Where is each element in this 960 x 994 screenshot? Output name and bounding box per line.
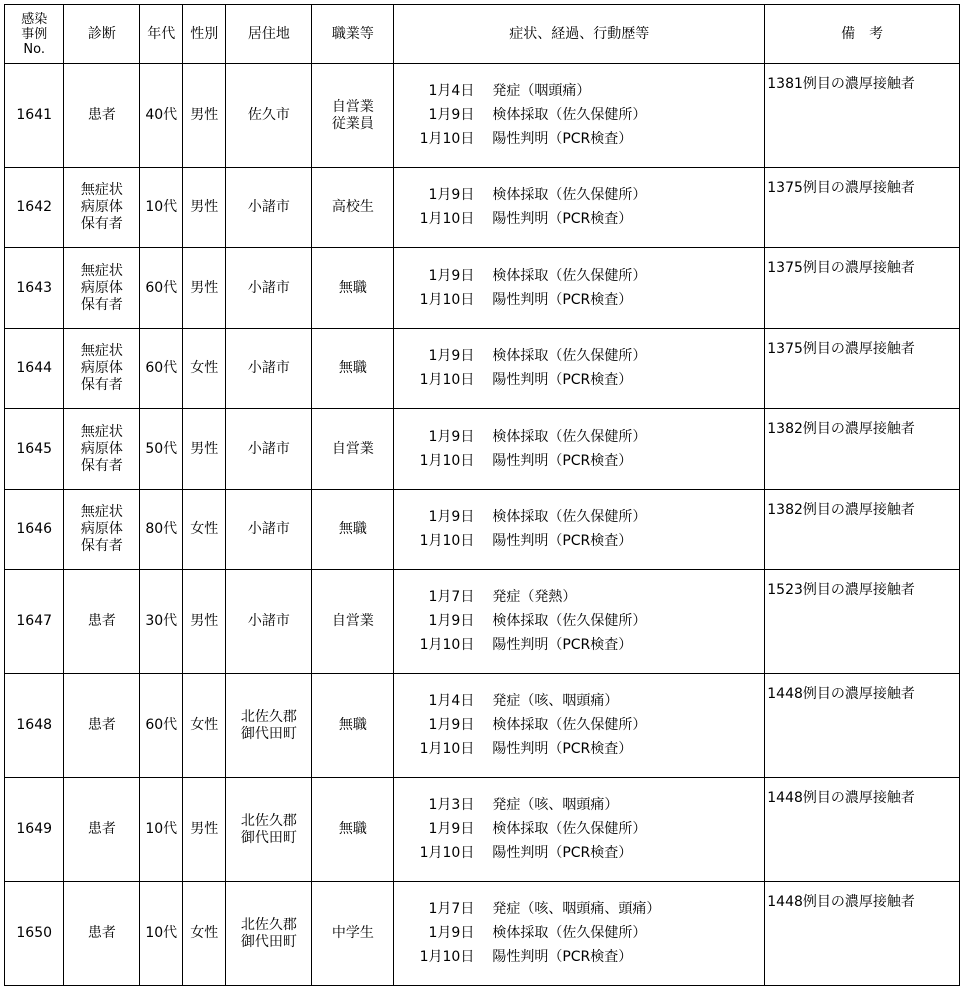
symptom-text: 検体採取（佐久保健所） xyxy=(492,267,647,284)
symptom-date: 1月10日 xyxy=(419,741,475,757)
symptom-entry xyxy=(404,738,764,762)
symptom-entry xyxy=(404,818,764,842)
symptom-date: 1月10日 xyxy=(419,211,475,227)
table-row xyxy=(5,248,960,329)
age-cell: 80代 xyxy=(140,490,183,570)
symptom-entry xyxy=(404,794,764,818)
age-cell: 30代 xyxy=(140,570,183,674)
symptom-entry xyxy=(404,208,764,232)
residence-cell: 佐久市 xyxy=(226,64,312,168)
symptom-entry xyxy=(404,506,764,530)
symptom-text: 陽性判明（PCR検査） xyxy=(492,949,633,965)
notes-cell: 1375例目の濃厚接触者 xyxy=(765,168,960,248)
sex-cell: 女性 xyxy=(183,490,226,570)
notes-cell: 1381例目の濃厚接触者 xyxy=(765,64,960,168)
header-symptoms: 症状、経過、行動歴等 xyxy=(394,5,765,64)
age-cell: 10代 xyxy=(140,882,183,986)
symptom-date: 1月9日 xyxy=(428,925,475,941)
case-no-cell: 1643 xyxy=(5,248,64,329)
symptom-date: 1月4日 xyxy=(428,83,475,99)
table-row xyxy=(5,409,960,490)
sex-cell: 男性 xyxy=(183,64,226,168)
case-no-cell: 1647 xyxy=(5,570,64,674)
symptom-date: 1月3日 xyxy=(428,797,475,813)
age-cell: 10代 xyxy=(140,778,183,882)
case-no-cell: 1649 xyxy=(5,778,64,882)
symptom-date: 1月10日 xyxy=(419,131,475,147)
header-notes: 備 考 xyxy=(765,5,960,64)
symptom-date: 1月9日 xyxy=(428,428,475,445)
symptom-date: 1月10日 xyxy=(419,949,475,965)
sex-cell: 女性 xyxy=(183,674,226,778)
symptoms-cell xyxy=(394,409,765,490)
symptom-text: 陽性判明（PCR検査） xyxy=(492,637,633,653)
residence-cell: 北佐久郡 御代田町 xyxy=(226,674,312,778)
header-age: 年代 xyxy=(140,5,183,64)
symptom-date: 1月9日 xyxy=(428,267,475,284)
occupation-cell: 自営業 従業員 xyxy=(312,64,394,168)
header-residence: 居住地 xyxy=(226,5,312,64)
symptom-date: 1月9日 xyxy=(428,613,475,629)
age-cell: 10代 xyxy=(140,168,183,248)
symptom-date: 1月4日 xyxy=(428,693,475,709)
symptom-text: 陽性判明（PCR検査） xyxy=(492,452,633,469)
age-cell: 60代 xyxy=(140,674,183,778)
symptom-entry xyxy=(404,264,764,288)
diagnosis-cell: 患者 xyxy=(64,64,140,168)
case-no-cell: 1650 xyxy=(5,882,64,986)
symptom-date: 1月9日 xyxy=(428,821,475,837)
symptoms-cell xyxy=(394,882,765,986)
sex-cell: 男性 xyxy=(183,778,226,882)
symptom-text: 発症（咳、咽頭痛） xyxy=(492,693,619,709)
symptom-entry xyxy=(404,104,764,128)
symptom-date: 1月10日 xyxy=(419,291,475,308)
symptom-text: 検体採取（佐久保健所） xyxy=(492,348,647,364)
symptom-date: 1月10日 xyxy=(419,452,475,469)
symptom-date: 1月10日 xyxy=(419,372,475,388)
symptom-text: 陽性判明（PCR検査） xyxy=(492,741,633,757)
symptom-text: 発症（咳、咽頭痛） xyxy=(492,797,619,813)
table-row xyxy=(5,570,960,674)
header-case-no: 感染 事例 No. xyxy=(5,5,64,64)
diagnosis-cell: 患者 xyxy=(64,570,140,674)
symptoms-cell xyxy=(394,778,765,882)
age-cell: 50代 xyxy=(140,409,183,490)
symptom-text: 検体採取（佐久保健所） xyxy=(492,925,647,941)
table-row xyxy=(5,329,960,409)
symptom-entry xyxy=(404,842,764,866)
symptom-entry xyxy=(404,610,764,634)
notes-cell: 1448例目の濃厚接触者 xyxy=(765,882,960,986)
sex-cell: 男性 xyxy=(183,409,226,490)
symptom-text: 陽性判明（PCR検査） xyxy=(492,211,633,227)
symptoms-cell xyxy=(394,329,765,409)
table-continuation xyxy=(4,988,960,994)
residence-cell: 北佐久郡 御代田町 xyxy=(226,882,312,986)
symptoms-cell xyxy=(394,248,765,329)
symptom-entry xyxy=(404,288,764,312)
case-no-cell: 1645 xyxy=(5,409,64,490)
symptom-entry xyxy=(404,345,764,369)
age-cell: 60代 xyxy=(140,248,183,329)
header-diagnosis: 診断 xyxy=(64,5,140,64)
symptom-text: 検体採取（佐久保健所） xyxy=(492,187,647,203)
symptom-date: 1月9日 xyxy=(428,348,475,364)
diagnosis-cell: 無症状 病原体 保有者 xyxy=(64,409,140,490)
symptom-entry xyxy=(404,369,764,393)
age-cell: 60代 xyxy=(140,329,183,409)
symptoms-cell xyxy=(394,674,765,778)
symptom-text: 発症（発熱） xyxy=(492,589,577,605)
occupation-cell: 無職 xyxy=(312,248,394,329)
notes-cell: 1375例目の濃厚接触者 xyxy=(765,248,960,329)
symptom-date: 1月9日 xyxy=(428,717,475,733)
symptom-text: 陽性判明（PCR検査） xyxy=(492,372,633,388)
symptom-date: 1月9日 xyxy=(428,187,475,203)
occupation-cell: 自営業 xyxy=(312,570,394,674)
header-occupation: 職業等 xyxy=(312,5,394,64)
symptom-date: 1月7日 xyxy=(428,589,475,605)
symptom-date: 1月7日 xyxy=(428,901,475,917)
symptom-text: 発症（咳、咽頭痛、頭痛） xyxy=(492,901,661,917)
age-cell: 40代 xyxy=(140,64,183,168)
case-no-cell: 1642 xyxy=(5,168,64,248)
notes-cell: 1523例目の濃厚接触者 xyxy=(765,570,960,674)
occupation-cell: 無職 xyxy=(312,329,394,409)
symptom-text: 陽性判明（PCR検査） xyxy=(492,533,633,549)
symptom-text: 発症（咽頭痛） xyxy=(492,83,591,99)
occupation-cell: 自営業 xyxy=(312,409,394,490)
symptom-text: 検体採取（佐久保健所） xyxy=(492,509,647,525)
symptom-entry xyxy=(404,184,764,208)
symptom-entry xyxy=(404,586,764,610)
occupation-cell: 中学生 xyxy=(312,882,394,986)
symptom-date: 1月10日 xyxy=(419,533,475,549)
table-row xyxy=(5,168,960,248)
symptom-entry xyxy=(404,80,764,104)
symptoms-cell xyxy=(394,490,765,570)
occupation-cell: 高校生 xyxy=(312,168,394,248)
notes-cell: 1382例目の濃厚接触者 xyxy=(765,490,960,570)
symptom-text: 検体採取（佐久保健所） xyxy=(492,107,647,123)
diagnosis-cell: 無症状 病原体 保有者 xyxy=(64,168,140,248)
notes-cell: 1448例目の濃厚接触者 xyxy=(765,778,960,882)
symptom-entry xyxy=(404,690,764,714)
symptom-text: 検体採取（佐久保健所） xyxy=(492,821,647,837)
symptom-date: 1月10日 xyxy=(419,845,475,861)
residence-cell: 小諸市 xyxy=(226,490,312,570)
symptom-text: 検体採取（佐久保健所） xyxy=(492,428,647,445)
case-no-cell: 1641 xyxy=(5,64,64,168)
symptom-text: 陽性判明（PCR検査） xyxy=(492,131,633,147)
case-no-cell: 1646 xyxy=(5,490,64,570)
sex-cell: 男性 xyxy=(183,248,226,329)
symptoms-cell xyxy=(394,64,765,168)
symptom-text: 検体採取（佐久保健所） xyxy=(492,613,647,629)
case-table xyxy=(4,4,960,986)
table-row xyxy=(5,64,960,168)
table-row xyxy=(5,882,960,986)
residence-cell: 小諸市 xyxy=(226,409,312,490)
symptom-entry xyxy=(404,898,764,922)
header-sex: 性別 xyxy=(183,5,226,64)
diagnosis-cell: 無症状 病原体 保有者 xyxy=(64,329,140,409)
symptom-date: 1月9日 xyxy=(428,107,475,123)
symptom-date: 1月9日 xyxy=(428,509,475,525)
symptom-entry xyxy=(404,922,764,946)
diagnosis-cell: 無症状 病原体 保有者 xyxy=(64,248,140,329)
symptoms-cell xyxy=(394,168,765,248)
sex-cell: 女性 xyxy=(183,329,226,409)
diagnosis-cell: 患者 xyxy=(64,674,140,778)
notes-cell: 1448例目の濃厚接触者 xyxy=(765,674,960,778)
symptom-text: 陽性判明（PCR検査） xyxy=(492,291,633,308)
symptom-entry xyxy=(404,425,764,449)
diagnosis-cell: 患者 xyxy=(64,778,140,882)
symptom-text: 検体採取（佐久保健所） xyxy=(492,717,647,733)
sex-cell: 男性 xyxy=(183,570,226,674)
residence-cell: 小諸市 xyxy=(226,248,312,329)
symptom-entry xyxy=(404,449,764,473)
residence-cell: 小諸市 xyxy=(226,168,312,248)
residence-cell: 北佐久郡 御代田町 xyxy=(226,778,312,882)
occupation-cell: 無職 xyxy=(312,674,394,778)
header-row xyxy=(5,5,960,64)
symptom-entry xyxy=(404,128,764,152)
occupation-cell: 無職 xyxy=(312,490,394,570)
notes-cell: 1382例目の濃厚接触者 xyxy=(765,409,960,490)
table-row xyxy=(5,490,960,570)
table-row xyxy=(5,674,960,778)
symptom-entry xyxy=(404,530,764,554)
occupation-cell: 無職 xyxy=(312,778,394,882)
symptom-text: 陽性判明（PCR検査） xyxy=(492,845,633,861)
symptoms-cell xyxy=(394,570,765,674)
sex-cell: 女性 xyxy=(183,882,226,986)
case-no-cell: 1644 xyxy=(5,329,64,409)
residence-cell: 小諸市 xyxy=(226,570,312,674)
residence-cell: 小諸市 xyxy=(226,329,312,409)
symptom-entry xyxy=(404,634,764,658)
symptom-date: 1月10日 xyxy=(419,637,475,653)
diagnosis-cell: 無症状 病原体 保有者 xyxy=(64,490,140,570)
sex-cell: 男性 xyxy=(183,168,226,248)
diagnosis-cell: 患者 xyxy=(64,882,140,986)
symptom-entry xyxy=(404,946,764,970)
table-row xyxy=(5,778,960,882)
notes-cell: 1375例目の濃厚接触者 xyxy=(765,329,960,409)
symptom-entry xyxy=(404,714,764,738)
case-no-cell: 1648 xyxy=(5,674,64,778)
